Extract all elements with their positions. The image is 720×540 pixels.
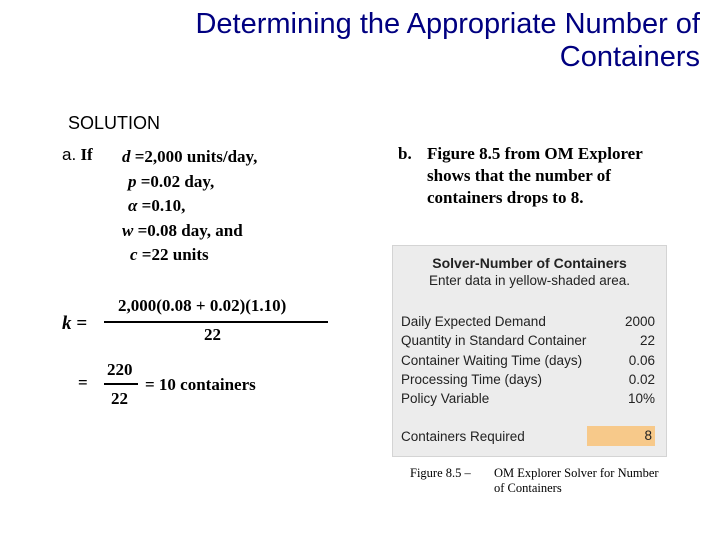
given-c-value: =22 units bbox=[137, 245, 209, 264]
given-p-value: =0.02 day, bbox=[136, 171, 215, 191]
equation-numerator: 2,000(0.08 + 0.02)(1.10) bbox=[118, 296, 287, 315]
title-line-1: Determining the Appropriate Number of bbox=[195, 8, 700, 40]
solver-row bbox=[401, 351, 655, 370]
var-c: c bbox=[130, 245, 138, 264]
row-value[interactable]: 2000 bbox=[624, 314, 655, 329]
solver-row bbox=[401, 312, 655, 331]
containers-required-value: 8 bbox=[587, 426, 655, 446]
solver-subheading: Enter data in yellow-shaded area. bbox=[428, 273, 631, 288]
var-p: p bbox=[128, 171, 137, 191]
var-w: w bbox=[122, 220, 134, 240]
row-label: Quantity in Standard Container bbox=[401, 333, 587, 349]
solver-row bbox=[401, 370, 655, 389]
fraction-bar bbox=[104, 321, 328, 323]
solver-heading: Solver-Number of Containers bbox=[432, 255, 627, 271]
row-value[interactable]: 0.06 bbox=[628, 352, 655, 368]
part-a-prefix bbox=[62, 145, 93, 165]
given-w-value: =0.08 day, and bbox=[133, 220, 243, 240]
solver-panel bbox=[392, 245, 667, 457]
containers-required-row bbox=[401, 426, 655, 446]
equals-sign: = bbox=[78, 373, 88, 392]
row-label: Daily Expected Demand bbox=[401, 314, 546, 329]
given-alpha bbox=[122, 194, 257, 219]
given-w bbox=[122, 219, 257, 244]
var-d: d bbox=[122, 147, 131, 166]
given-p bbox=[122, 170, 257, 195]
solver-inputs bbox=[401, 312, 655, 408]
givens-list bbox=[122, 145, 257, 268]
equation-denominator: 22 bbox=[204, 325, 221, 344]
row-value[interactable]: 0.02 bbox=[628, 371, 655, 387]
containers-required-label: Containers Required bbox=[401, 428, 525, 444]
equation-numerator-2: 220 bbox=[107, 360, 133, 379]
part-b-text: Figure 8.5 from OM Explorer shows that the number of containers drops to 8. bbox=[427, 144, 643, 207]
row-value[interactable]: 10% bbox=[627, 391, 655, 407]
given-d-value: =2,000 units/day, bbox=[130, 147, 258, 166]
k-label: k = bbox=[62, 313, 88, 334]
figure-caption: OM Explorer Solver for Number of Containers bbox=[494, 466, 659, 495]
equation-result: = 10 containers bbox=[145, 375, 256, 394]
fraction-bar-2 bbox=[104, 383, 138, 385]
title-line-2: Containers bbox=[559, 41, 700, 73]
row-label: Processing Time (days) bbox=[401, 371, 543, 387]
part-a-label: a. bbox=[62, 145, 77, 164]
row-value[interactable]: 22 bbox=[639, 333, 655, 349]
row-label: Policy Variable bbox=[401, 391, 490, 407]
given-c bbox=[122, 243, 257, 268]
part-b-label: b. bbox=[398, 144, 412, 163]
figure-number: Figure 8.5 – bbox=[410, 466, 471, 480]
solver-row bbox=[401, 331, 655, 350]
solution-label: SOLUTION bbox=[68, 113, 161, 133]
solver-row bbox=[401, 389, 655, 408]
var-alpha: α bbox=[128, 196, 138, 215]
given-alpha-value: =0.10, bbox=[137, 196, 186, 215]
slide-title bbox=[100, 8, 700, 74]
if-word: If bbox=[80, 145, 93, 164]
equation-denominator-2: 22 bbox=[111, 389, 128, 408]
row-label: Container Waiting Time (days) bbox=[401, 352, 583, 368]
given-d bbox=[122, 145, 257, 170]
